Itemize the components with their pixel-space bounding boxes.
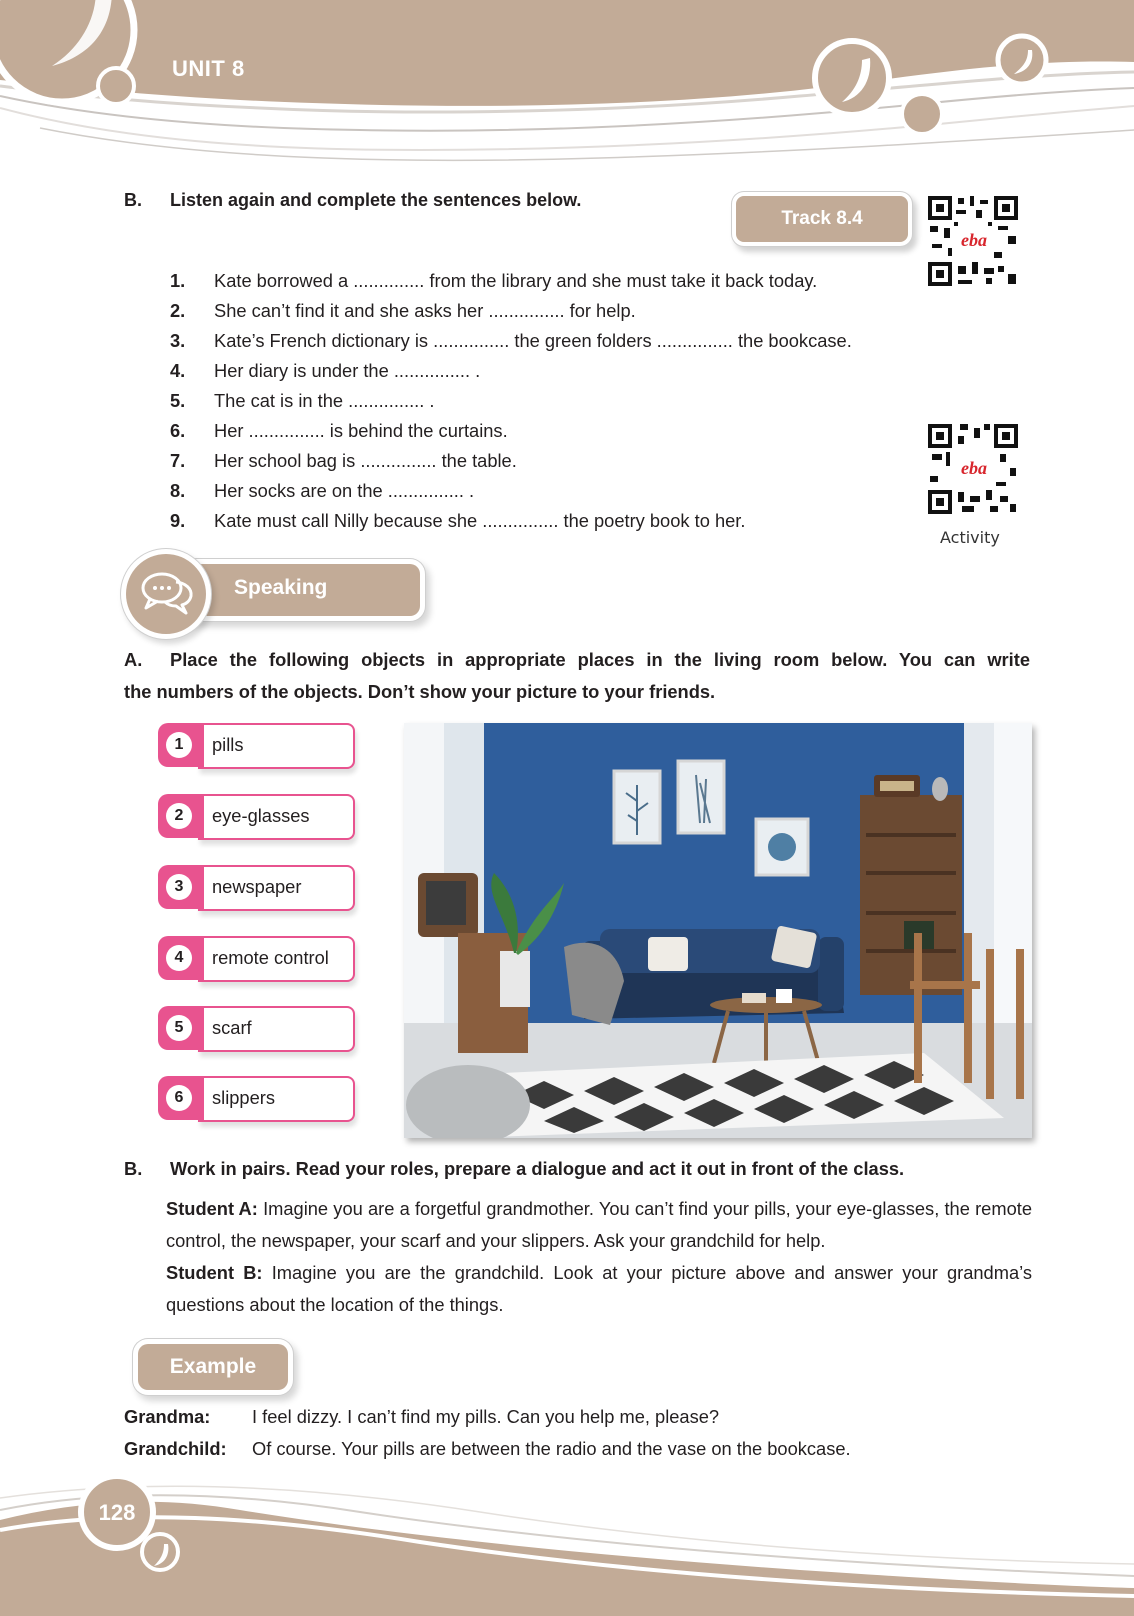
dialogue-line: Grandchild: Of course. Your pills are between the radio and the vase on the bookcase. bbox=[124, 1438, 851, 1459]
dialogue-line: Grandma: I feel dizzy. I can’t find my pills. Can you help me, please? bbox=[124, 1406, 720, 1427]
section-letter: B. bbox=[124, 190, 142, 210]
list-item: 2. She can’t find it and she asks her ............... for help. bbox=[170, 300, 636, 321]
unit-label: UNIT 8 bbox=[172, 56, 245, 81]
qr-code-icon[interactable] bbox=[928, 424, 1018, 514]
list-item: 9. Kate must call Nilly because she ............... the poetry book to her. bbox=[170, 510, 746, 531]
living-room-photo bbox=[404, 723, 1032, 1138]
speaking-b-instruction: B. Work in pairs. Read your roles, prepare a dialogue and act it out in front of the class. bbox=[124, 1158, 905, 1179]
page-header-decoration bbox=[0, 0, 1134, 175]
list-item: 6. Her ............... is behind the curtains. bbox=[170, 420, 508, 441]
object-item: 5 scarf bbox=[158, 1006, 358, 1050]
example-badge: Example bbox=[138, 1344, 288, 1390]
list-item: 4. Her diary is under the ............... . bbox=[170, 360, 481, 381]
page-number: 128 bbox=[98, 1500, 136, 1525]
qr-logo: eba bbox=[961, 230, 987, 250]
list-item: 3. Kate’s French dictionary is ............... the green folders ............... the bookcase. bbox=[170, 330, 852, 351]
object-item: 1 pills bbox=[158, 723, 358, 767]
object-item: 2 eye-glasses bbox=[158, 794, 358, 838]
list-item: 5. The cat is in the ............... . bbox=[170, 390, 435, 411]
qr-logo: eba bbox=[961, 458, 987, 478]
speaking-title: Speaking bbox=[234, 576, 328, 599]
instruction-text: Listen again and complete the sentences below. bbox=[170, 190, 582, 210]
track-badge: Track 8.4 bbox=[736, 196, 908, 242]
object-item: 4 remote control bbox=[158, 936, 358, 980]
listening-instruction bbox=[124, 190, 581, 211]
object-item: 6 slippers bbox=[158, 1076, 358, 1120]
qr-caption: Activity bbox=[940, 528, 1000, 547]
list-item: 8. Her socks are on the ............... . bbox=[170, 480, 475, 501]
object-item: 3 newspaper bbox=[158, 865, 358, 909]
speaking-a-instruction: A. Place the following objects in appropriate places in the living room below. You can write the numbers of the objects. Don’t show your picture to your friends. bbox=[124, 649, 1030, 702]
student-a-role: Student A: Imagine you are a forgetful grandmother. You can’t find your pills, your eye-glasses, the remote control, the newspaper, your scarf and your slippers. Ask your grandchild for help. bbox=[166, 1198, 1032, 1251]
student-b-role: Student B: Imagine you are the grandchild. Look at your picture above and answer your grandma’s questions about the location of the things. bbox=[166, 1262, 1032, 1315]
sentence-list bbox=[170, 266, 950, 536]
list-item: 1. Kate borrowed a .............. from the library and she must take it back today. bbox=[170, 270, 818, 291]
page-footer-decoration bbox=[0, 1460, 1134, 1616]
speech-bubbles-icon bbox=[138, 568, 194, 620]
list-item: 7. Her school bag is ............... the table. bbox=[170, 450, 517, 471]
